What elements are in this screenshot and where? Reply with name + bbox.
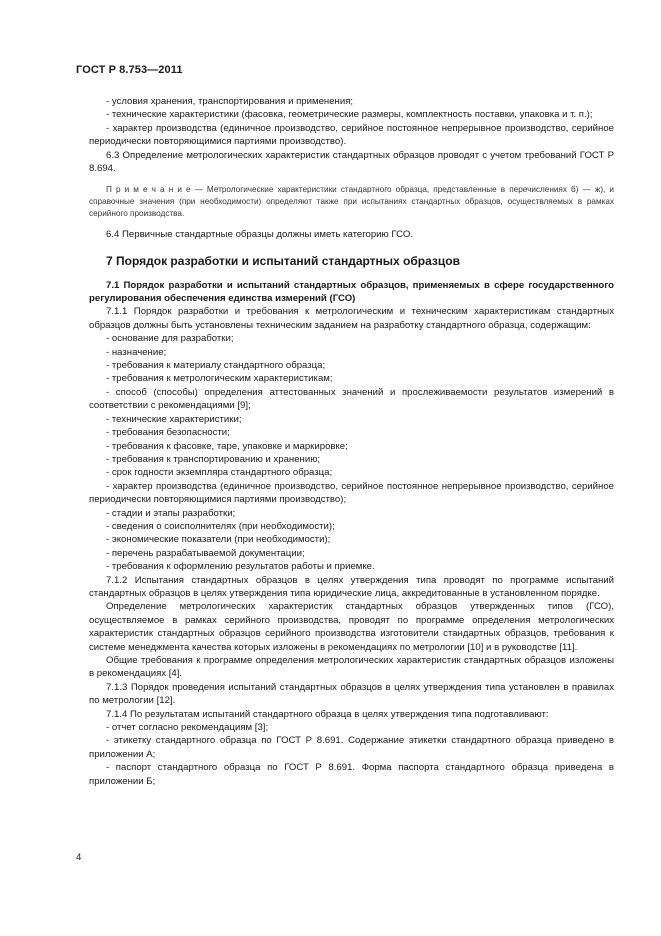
paragraph: Общие требования к программе определения метрологических характеристик стандартных образцов изложены в рекомендациях [4]. — [89, 655, 614, 680]
list-item: - назначение; — [106, 346, 167, 358]
list-item: - экономические показатели (при необходимости); — [106, 534, 331, 546]
list-item: - характер производства (единичное производство, серийное постоянное непрерывное производство, серийное периодически повторяющимися партиями производство); — [89, 480, 614, 506]
paragraph-6-3: 6.3 Определение метрологических характеристик стандартных образцов проводят с учетом требований ГОСТ Р 8.694. — [89, 149, 614, 175]
list-item: - требования к материалу стандартного образца; — [106, 360, 326, 372]
page-body — [89, 95, 614, 788]
document-code: ГОСТ Р 8.753—2011 — [76, 64, 183, 76]
subsection-heading: 7.1 Порядок разработки и испытаний стандартных образцов, применяемых в сфере государственного регулирования обеспечения единства измерений (ГСО) — [89, 279, 614, 305]
list-item: - основание для разработки; — [106, 333, 234, 345]
list-item: - отчет согласно рекомендациям [3]; — [106, 722, 269, 734]
paragraph-6-4: 6.4 Первичные стандартные образцы должны иметь категорию ГСО. — [106, 229, 413, 241]
list-item: - сведения о соисполнителях (при необходимости); — [106, 520, 335, 532]
list-item: - характер производства (единичное производство, серийное постоянное непрерывное производство, серийное периодически повторяющимися партиями производство). — [89, 122, 614, 148]
list-item: - требования к фасовке, таре, упаковке и маркировке; — [106, 440, 348, 452]
section-heading: 7 Порядок разработки и испытаний стандартных образцов — [106, 253, 460, 268]
note: П р и м е ч а н и е — Метрологические характеристики стандартного образца, представленные в перечислениях б) — ж), и справочные значения (при необходимости) определяют также при испытаниях стандартных образцов, осуществляемых в рамках серийного производства. — [89, 185, 614, 218]
list-item: - паспорт стандартного образца по ГОСТ Р 8.691. Форма паспорта стандартного образца приведена в приложении Б; — [89, 762, 614, 787]
list-item: - технические характеристики; — [106, 413, 242, 425]
paragraph-7-1-1: 7.1.1 Порядок разработки и требования к метрологическим и техническим характеристикам стандартных образцов должны быть установлены техническим заданием на разработку стандартного образца, содержащим: — [89, 306, 614, 331]
list-item: - условия хранения, транспортирования и применения; — [106, 96, 354, 107]
list-item: - стадии и этапы разработки; — [106, 507, 236, 519]
list-item: - технические характеристики (фасовка, геометрические размеры, комплектность поставки, упаковка и т. п.); — [106, 109, 593, 121]
paragraph-7-1-2: 7.1.2 Испытания стандартных образцов в целях утверждения типа проводят по программе испытаний стандартных образцов в целях утверждения типа юридические лица, аккредитованные в установленном порядке. — [89, 574, 614, 599]
list-item: - перечень разрабатываемой документации; — [106, 547, 305, 559]
page-number: 4 — [76, 852, 82, 863]
list-item: - этикетку стандартного образца по ГОСТ Р 8.691. Содержание этикетки стандартного образца приведено в приложении А; — [89, 735, 614, 760]
paragraph-7-1-3: 7.1.3 Порядок проведения испытаний стандартных образцов в целях утверждения типа установлен в правилах по метрологии [12]. — [89, 681, 614, 707]
list-item: - требования к транспортированию и хранению; — [106, 453, 321, 465]
list-item: - срок годности экземпляра стандартного образца; — [106, 467, 333, 479]
list-item: - способ (способы) определения аттестованных значений и прослеживаемости результатов измерений в соответствии с рекомендациями [9]; — [89, 386, 614, 412]
paragraph-7-1-4: 7.1.4 По результатам испытаний стандартного образца в целях утверждения типа подготавливают: — [106, 708, 549, 720]
list-item: - требования к оформлению результатов работы и приемке. — [106, 561, 375, 573]
paragraph: Определение метрологических характеристик стандартных образцов утвержденных типов (ГСО), осуществляемое в рамках серийного производства, проводят по программе определения метрологических характеристик стандартных образцов серийного производства изготовители стандартных образцов, требования к системе менеджмента качества которых изложены в рекомендациях по метрологии [10] и в руководстве [11]. — [89, 601, 614, 653]
list-item: - требования к метрологическим характеристикам; — [106, 373, 333, 385]
list-item: - требования безопасности; — [106, 427, 230, 439]
